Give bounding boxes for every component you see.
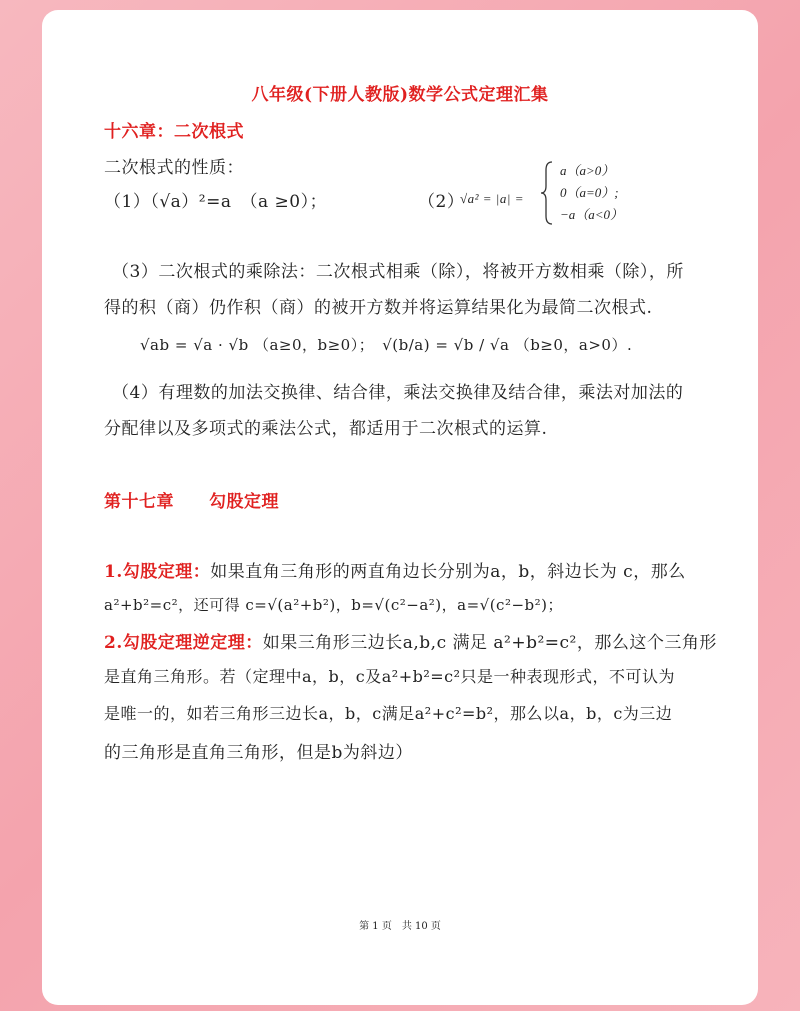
page-footer: 第 1 页 共 10 页 (359, 921, 441, 932)
property-3-line1: （3）二次根式的乘除法：二次根式相乘（除），将被开方数相乘（除），所 (112, 262, 684, 282)
theorem-1-line2: a²+b²=c²，还可得 c=√(a²+b²)，b=√(c²−a²)，a=√(c²−b²)； (104, 596, 564, 614)
case: −a（a<0） (560, 207, 624, 222)
property-4-line2: 分配律以及多项式的乘法公式，都适用于二次根式的运算. (104, 419, 548, 439)
property-2-formula: √a² = |a| = (460, 191, 524, 206)
theorem-2-line4: 的三角形是直角三角形，但是b为斜边） (104, 743, 413, 763)
theorem-1-text: 如果直角三角形的两直角边长分别为a，b，斜边长为 c，那么 (210, 562, 686, 582)
chapter-16-heading: 十六章：二次根式 (104, 122, 244, 142)
brace-icon (540, 160, 554, 226)
theorem-2-line3: 是唯一的，如若三角形三边长a，b，c满足a²+c²=b²，那么以a，b，c为三边 (104, 704, 673, 723)
property-2-label: （2） (418, 192, 465, 212)
theorem-2-line1 (104, 628, 717, 653)
piecewise-cases (560, 160, 623, 226)
theorem-1-line1 (104, 557, 686, 582)
property-4-line1: （4）有理数的加法交换律、结合律，乘法交换律及结合律，乘法对加法的 (112, 383, 684, 403)
page-title: 八年级(下册人教版)数学公式定理汇集 (251, 85, 549, 105)
chapter-17-heading: 第十七章 勾股定理 (104, 492, 279, 512)
property-3-formula: √ab = √a · √b （a≥0，b≥0）； √(b/a) = √b / √a （b≥0，a>0）. (140, 336, 633, 354)
case: 0（a=0）; (560, 185, 619, 200)
properties-label: 二次根式的性质： (104, 158, 244, 178)
theorem-2-line2: 是直角三角形。若（定理中a，b，c及a²+b²=c²只是一种表现形式，不可认为 (104, 667, 676, 686)
theorem-1-label: 1.勾股定理： (104, 562, 211, 582)
property-1: （1）（√a）²=a （a ≥0）； (104, 192, 328, 212)
case: a（a>0） (560, 163, 615, 178)
theorem-2-label: 2.勾股定理逆定理： (104, 633, 263, 653)
property-3-line2: 得的积（商）仍作积（商）的被开方数并将运算结果化为最简二次根式. (104, 298, 653, 318)
theorem-2-text: 如果三角形三边长a,b,c 满足 a²+b²=c²，那么这个三角形 (262, 633, 717, 653)
